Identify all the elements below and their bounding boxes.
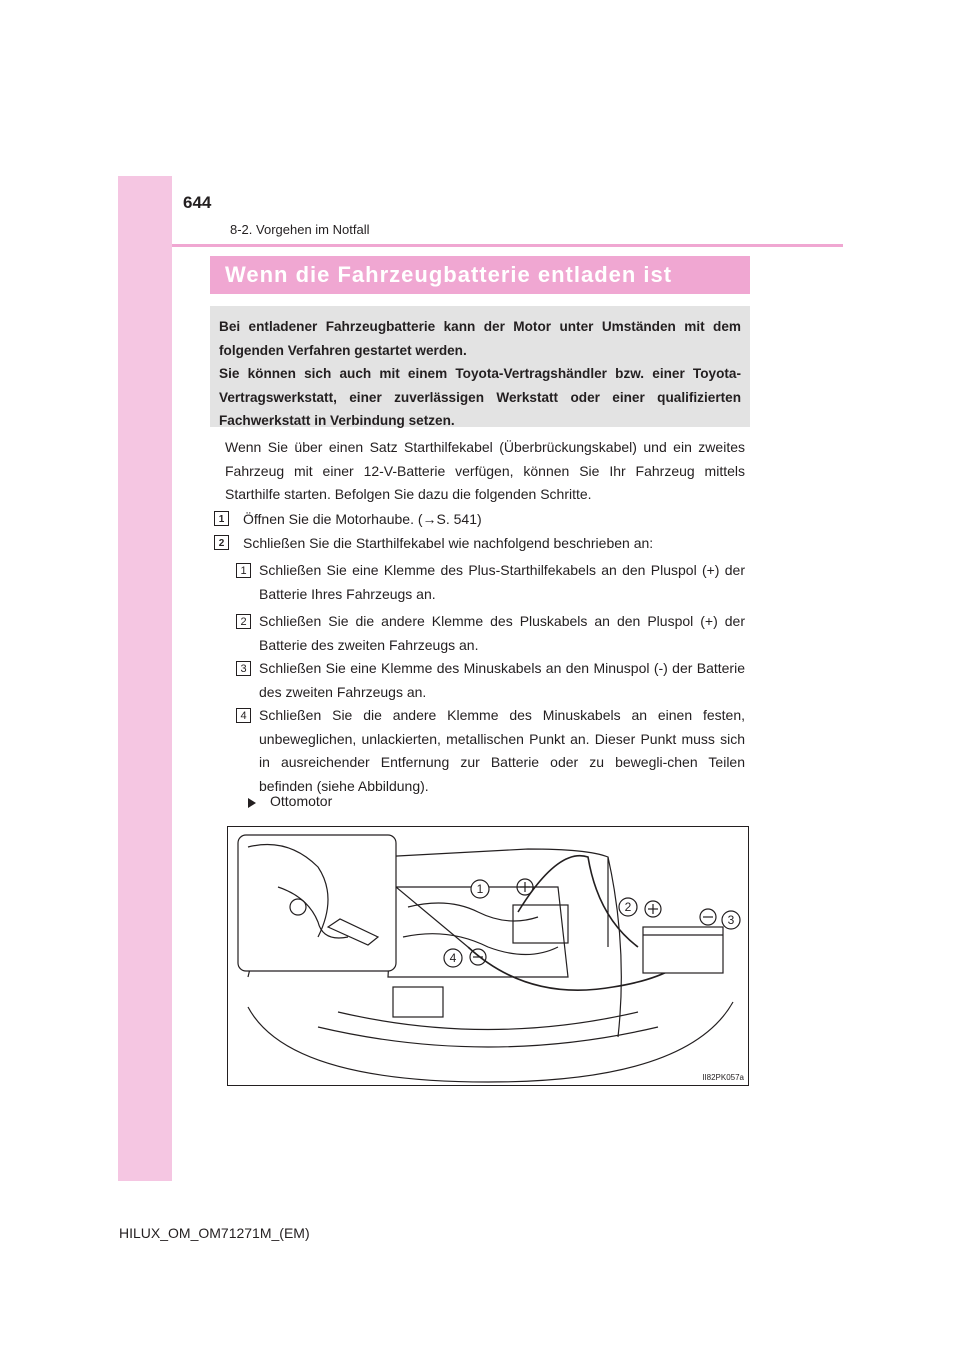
substep-1-text: Schließen Sie eine Klemme des Plus-Starthilfekabels an den Pluspol (+) der Batterie Ihres Fahrzeugs an. [259,562,745,602]
radiator-cap [393,987,443,1017]
section-header: 8-2. Vorgehen im Notfall [230,222,370,237]
inset-leader [396,887,468,947]
substep-marker-4: 4 [236,708,251,723]
figure-code: II82PK057a [702,1073,744,1082]
header-rule [172,244,843,247]
step-marker-1: 1 [214,511,229,526]
intro-text-content: Bei entladener Fahrzeugbatterie kann der Motor unter Umständen mit dem folgenden Verfahren gestartet werden. Sie können sich auch mit einem Toyota-Vertragshändler bzw. einer Toyota-Vertragswerkstatt, einer zuverlässigen Werkstatt oder einer qualifizierten Fachwerkstatt in Verbindung setzen. [219,319,741,428]
callout-label-1: 1 [476,882,484,896]
callout-label-3: 3 [727,913,735,927]
callout-label-4: 4 [449,951,457,965]
callout-label-2: 2 [624,900,632,914]
sidebar-tab [118,176,172,1181]
intro-box [210,306,750,427]
substep-4-text: Schließen Sie die andere Klemme des Minuskabels an einen festen, unbeweglichen, unlackierten, metallischen Punkt an. Dieser Punkt muss sich in ausreichender Entfernung zur Batterie oder zu bewegli-chen Teilen befinden (siehe Abbildung). [259,707,745,794]
intro-text [219,315,741,433]
engine-detail-2 [403,934,558,955]
bullet-triangle-icon [248,798,256,808]
page-number: 644 [183,193,212,212]
substep-marker-2: 2 [236,614,251,629]
front-bumper [248,1002,733,1082]
engine-block [388,887,568,977]
substep-3-text: Schließen Sie eine Klemme des Minuskabels an den Minuspol (-) der Batterie des zweiten Fahrzeugs an. [259,660,745,700]
right-fender [608,857,621,1037]
substep-marker-3: 3 [236,661,251,676]
inset-frame [238,835,396,971]
step-1-text: Öffnen Sie die Motorhaube. (→S. 541) [243,511,482,527]
substep-marker-1: 1 [236,563,251,578]
substep-2-text: Schließen Sie die andere Klemme des Pluskabels an den Pluspol (+) der Batterie des zweiten Fahrzeugs an. [259,613,745,653]
own-battery [513,905,568,943]
second-battery [643,927,723,973]
step-2-text: Schließen Sie die Starthilfekabel wie nachfolgend beschrieben an: [243,535,654,551]
body-paragraph: Wenn Sie über einen Satz Starthilfekabel (Überbrückungskabel) und ein zweites Fahrzeug mit einer 12-V-Batterie verfügen, können Sie Ihr Fahrzeug mittels Starthilfe starten. Befolgen Sie dazu die folgenden Schritte. [225,439,745,502]
step-marker-2: 2 [214,535,229,550]
page-title: Wenn die Fahrzeugbatterie entladen ist [225,262,673,287]
engine-bay-drawing [228,827,749,1086]
jump-start-illustration [227,826,749,1086]
grille-inner [338,1012,638,1030]
title-bar [210,256,750,294]
footer-doc-id: HILUX_OM_OM71271M_(EM) [119,1225,310,1241]
engine-type-label: Ottomotor [270,793,333,809]
